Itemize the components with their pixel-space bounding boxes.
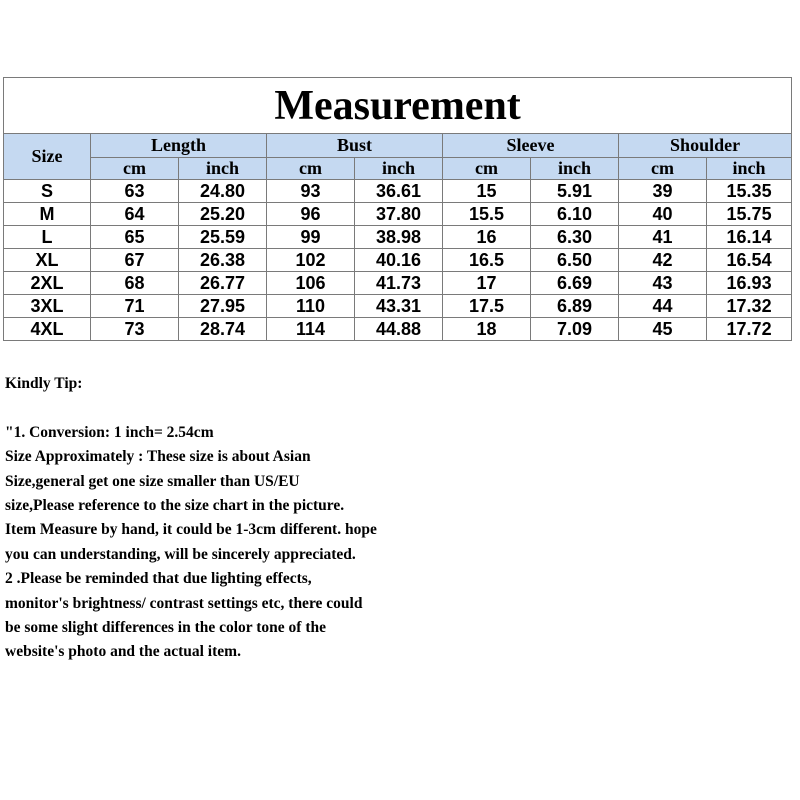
- shoulder-group-header: Shoulder: [619, 134, 792, 158]
- measurement-cell: 44.88: [355, 318, 443, 341]
- measurement-cell: 6.30: [531, 226, 619, 249]
- measurement-cell: 64: [91, 203, 179, 226]
- measurement-cell: 25.20: [179, 203, 267, 226]
- measurement-cell: 6.69: [531, 272, 619, 295]
- measurement-cell: 36.61: [355, 180, 443, 203]
- measurement-cell: 43: [619, 272, 707, 295]
- measurement-cell: 65: [91, 226, 179, 249]
- size-row-3xl: [4, 295, 792, 318]
- measurement-cell: 5.91: [531, 180, 619, 203]
- tip-line: you can understanding, will be sincerely appreciated.: [5, 545, 356, 563]
- unit-header: inch: [707, 158, 792, 180]
- size-label: XL: [4, 249, 91, 272]
- bust-group-header: Bust: [267, 134, 443, 158]
- measurement-cell: 96: [267, 203, 355, 226]
- measurement-cell: 6.50: [531, 249, 619, 272]
- measurement-cell: 16.54: [707, 249, 792, 272]
- size-label: M: [4, 203, 91, 226]
- measurement-cell: 28.74: [179, 318, 267, 341]
- measurement-cell: 16.5: [443, 249, 531, 272]
- measurement-cell: 17: [443, 272, 531, 295]
- unit-header: cm: [443, 158, 531, 180]
- measurement-cell: 25.59: [179, 226, 267, 249]
- measurement-cell: 42: [619, 249, 707, 272]
- measurement-cell: 15.35: [707, 180, 792, 203]
- measurement-cell: 26.38: [179, 249, 267, 272]
- measurement-cell: 67: [91, 249, 179, 272]
- measurement-cell: 45: [619, 318, 707, 341]
- tip-line: size,Please reference to the size chart in the picture.: [5, 497, 345, 515]
- measurement-cell: 114: [267, 318, 355, 341]
- tip-line: Item Measure by hand, it could be 1-3cm different. hope: [5, 521, 377, 539]
- size-row-xl: [4, 249, 792, 272]
- measurement-cell: 24.80: [179, 180, 267, 203]
- tip-line: Size Approximately : These size is about Asian: [5, 448, 311, 466]
- size-label: 3XL: [4, 295, 91, 318]
- unit-header: inch: [531, 158, 619, 180]
- unit-header: cm: [619, 158, 707, 180]
- size-row-s: [4, 180, 792, 203]
- measurement-cell: 16.93: [707, 272, 792, 295]
- measurement-cell: 39: [619, 180, 707, 203]
- measurement-cell: 68: [91, 272, 179, 295]
- measurement-cell: 18: [443, 318, 531, 341]
- measurement-cell: 17.32: [707, 295, 792, 318]
- sleeve-group-header: Sleeve: [443, 134, 619, 158]
- measurement-cell: 17.72: [707, 318, 792, 341]
- chart-title: Measurement: [4, 78, 792, 134]
- length-group-header: Length: [91, 134, 267, 158]
- measurement-cell: 71: [91, 295, 179, 318]
- tip-heading: Kindly Tip:: [5, 375, 83, 392]
- measurement-cell: 43.31: [355, 295, 443, 318]
- measurement-cell: 6.89: [531, 295, 619, 318]
- measurement-cell: 7.09: [531, 318, 619, 341]
- tip-spacer: [5, 396, 565, 420]
- size-label: 4XL: [4, 318, 91, 341]
- measurement-cell: 16.14: [707, 226, 792, 249]
- measurement-cell: 93: [267, 180, 355, 203]
- size-label: 2XL: [4, 272, 91, 295]
- measurement-cell: 40.16: [355, 249, 443, 272]
- measurement-cell: 73: [91, 318, 179, 341]
- measurement-cell: 102: [267, 249, 355, 272]
- tip-line: 2 .Please be reminded that due lighting effects,: [5, 570, 312, 588]
- measurement-cell: 110: [267, 295, 355, 318]
- measurement-cell: 17.5: [443, 295, 531, 318]
- measurement-cell: 6.10: [531, 203, 619, 226]
- tip-line: Size,general get one size smaller than US/EU: [5, 472, 300, 490]
- measurement-cell: 15: [443, 180, 531, 203]
- tip-body: [5, 421, 565, 665]
- size-label: L: [4, 226, 91, 249]
- size-chart-table: [3, 77, 792, 341]
- size-row-4xl: [4, 318, 792, 341]
- tip-line: be some slight differences in the color tone of the: [5, 619, 327, 637]
- kindly-tip-section: [5, 372, 565, 665]
- measurement-cell: 44: [619, 295, 707, 318]
- measurement-cell: 16: [443, 226, 531, 249]
- tip-line: monitor's brightness/ contrast settings etc, there could: [5, 594, 363, 612]
- tip-line: website's photo and the actual item.: [5, 643, 241, 661]
- size-column-header: Size: [4, 134, 91, 180]
- measurement-cell: 106: [267, 272, 355, 295]
- measurement-cell: 26.77: [179, 272, 267, 295]
- unit-header: inch: [355, 158, 443, 180]
- measurement-cell: 27.95: [179, 295, 267, 318]
- tip-line: "1. Conversion: 1 inch= 2.54cm: [5, 423, 214, 441]
- measurement-cell: 41: [619, 226, 707, 249]
- measurement-cell: 41.73: [355, 272, 443, 295]
- measurement-cell: 38.98: [355, 226, 443, 249]
- unit-header: cm: [267, 158, 355, 180]
- measurement-cell: 37.80: [355, 203, 443, 226]
- measurement-cell: 99: [267, 226, 355, 249]
- size-label: S: [4, 180, 91, 203]
- size-row-m: [4, 203, 792, 226]
- measurement-cell: 63: [91, 180, 179, 203]
- measurement-cell: 15.75: [707, 203, 792, 226]
- unit-header: inch: [179, 158, 267, 180]
- size-row-2xl: [4, 272, 792, 295]
- measurement-cell: 40: [619, 203, 707, 226]
- unit-header: cm: [91, 158, 179, 180]
- size-row-l: [4, 226, 792, 249]
- measurement-cell: 15.5: [443, 203, 531, 226]
